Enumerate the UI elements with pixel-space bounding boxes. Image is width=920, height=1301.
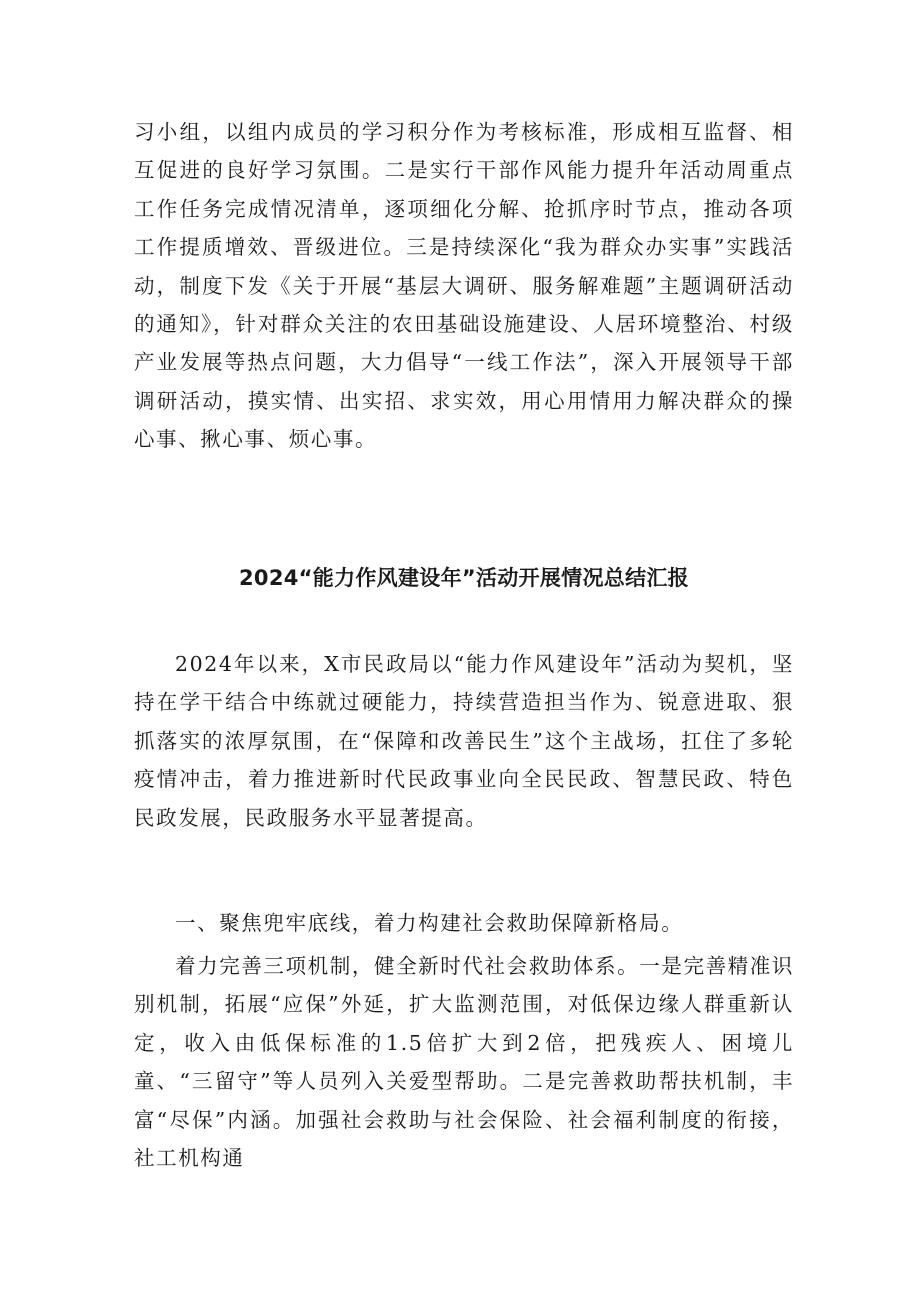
continuation-paragraph: 习小组，以组内成员的学习积分作为考核标准，形成相互监督、相互促进的良好学习氛围。二是实行干部作风能力提升年活动周重点工作任务完成情况清单，逐项细化分解、抢抓序时节点，推动各项工作提质增效、晋级进位。三是持续深化“我为群众办实事”实践活动，制度下发《关于开展“基层大调研、服务解难题”主题调研活动的通知》，针对群众关注的农田基础设施建设、人居环境整治、村级产业发展等热点问题，大力倡导“一线工作法”，深入开展领导干部调研活动，摸实情、出实招、求实效，用心用情用力解决群众的操心事、揪心事、烦心事。 — [134, 120, 794, 452]
section-heading: 一、聚焦兜牢底线，着力构建社会救助保障新格局。 — [175, 911, 684, 935]
document-title: 2024“能力作风建设年”活动开展情况总结汇报 — [239, 566, 689, 590]
section-paragraph: 着力完善三项机制，健全新时代社会救助体系。一是完善精准识别机制，拓展“应保”外延，扩大监测范围，对低保边缘人群重新认定，收入由低保标准的1.5倍扩大到2倍，把残疾人、困境儿童、“三留守”等人员列入关爱型帮助。二是完善救助帮扶机制，丰富“尽保”内涵。加强社会救助与社会保险、社会福利制度的衔接，社工机构通 — [134, 954, 794, 1171]
intro-paragraph: 2024年以来，X市民政局以“能力作风建设年”活动为契机，坚持在学干结合中练就过硬能力，持续营造担当作为、锐意进取、狠抓落实的浓厚氛围，在“保障和改善民生”这个主战场，扛住了多轮疫情冲击，着力推进新时代民政事业向全民民政、智慧民政、特色民政发展，民政服务水平显著提高。 — [134, 652, 794, 830]
